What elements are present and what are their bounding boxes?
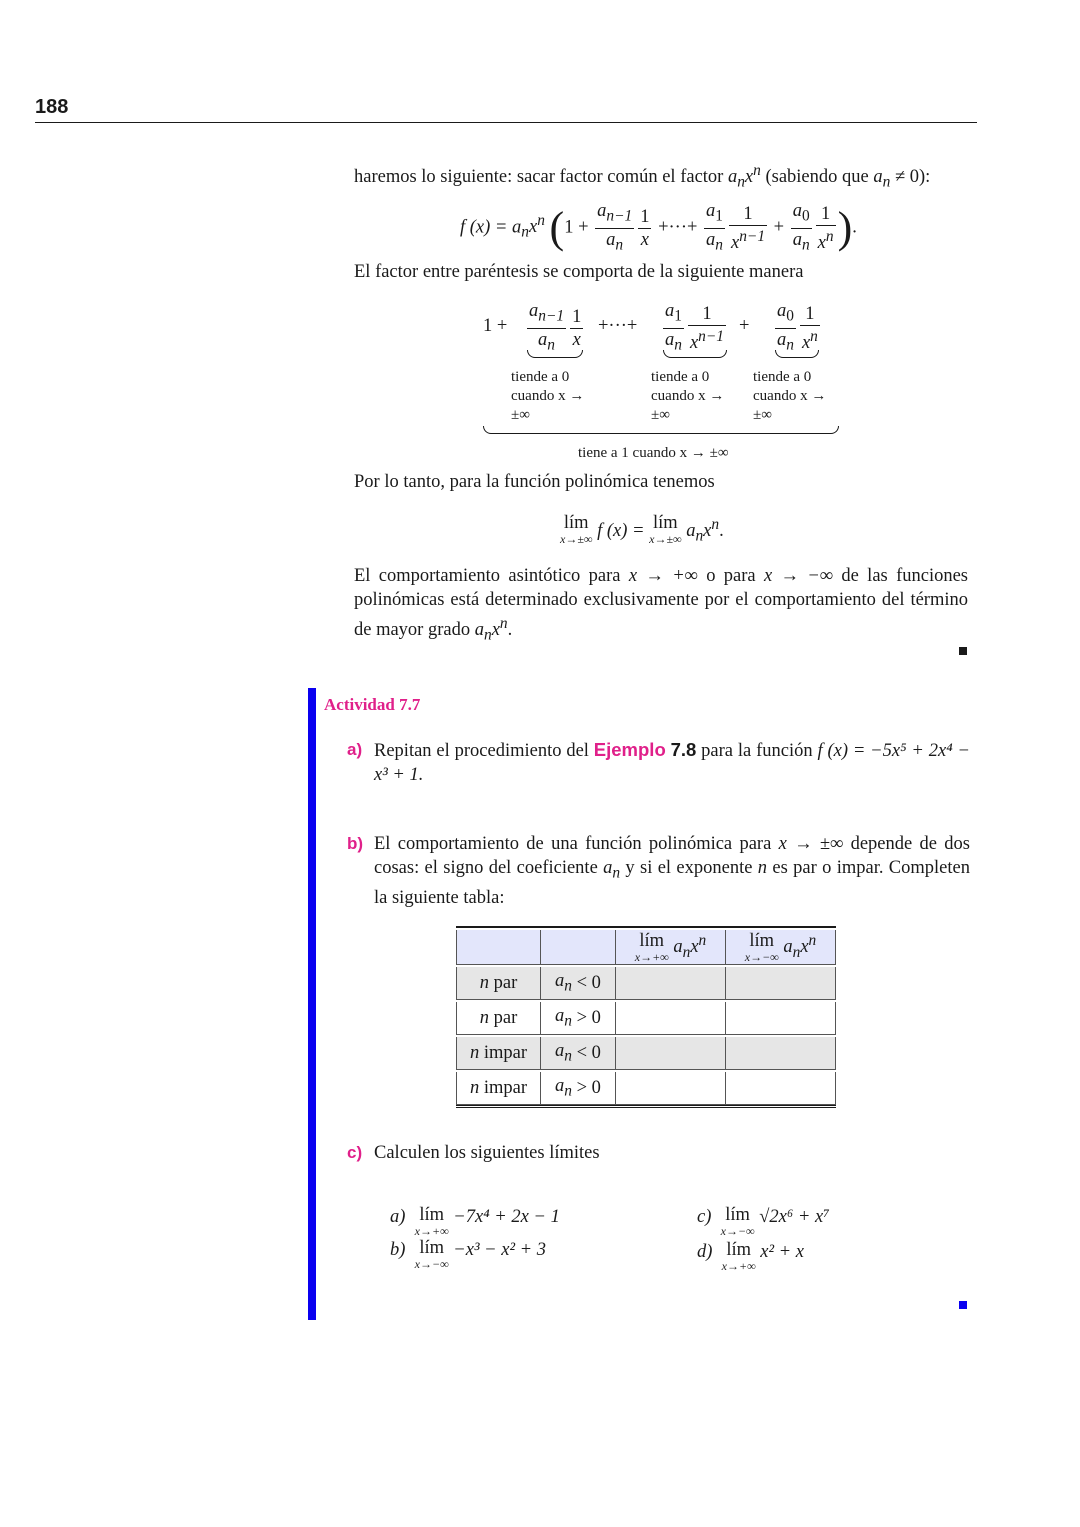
paragraph-factor: El factor entre paréntesis se comporta de la siguiente manera [354, 262, 804, 282]
activity-sidebar [308, 688, 316, 1320]
table-input-cell[interactable] [615, 1037, 725, 1069]
table-input-cell[interactable] [615, 1072, 725, 1104]
table-input-cell[interactable] [725, 1072, 836, 1104]
header-lim-minus-inf: lím x→−∞ $a_nx^n$ [725, 930, 836, 964]
equation-limit: lím x→±∞ f (x) = lím x→±∞ $a_nx^n$. [560, 513, 724, 546]
item-a-label: a) [347, 740, 363, 759]
brace-label-3: tiende a 0 cuando x → ±∞ [753, 369, 827, 423]
item-b-text: El comportamiento de una función polinómica para x → ±∞ depende de dos cosas: el signo del coeficiente $a_n$ y si el exponente n es par o impar. Completen la siguiente tabla: [374, 834, 970, 908]
table-row: n par $a_n$ < 0 [456, 967, 836, 1000]
equation-factorization: f $(x) = a_nx^n$ (1 + $\frac{a_{n-1}}{a_n}$ $\frac{1}{x}$ +···+ $\frac{a_1}{a_n}$ $\frac{1}{x^{n-1}}$ + $\frac{a_0}{a_n}$ $\frac{1}{x^n}$ ). [460, 201, 857, 254]
table-header-row [456, 930, 836, 965]
brace-label-1: tiende a 0 cuando x → ±∞ [511, 369, 585, 423]
table-input-cell[interactable] [615, 1002, 725, 1034]
paragraph-asymptotic: El comportamiento asintótico para x → +∞ o para x → −∞ de las funciones polinómicas está determinado exclusivamente por el comportamiento del término de mayor grado $a_nx^n$. [354, 566, 968, 644]
limit-c: c) lím x→−∞ √2x⁶ + x⁷ [697, 1205, 830, 1238]
end-of-activity-square [959, 1301, 967, 1309]
header-lim-plus-inf: lím x→+∞ $a_nx^n$ [615, 930, 725, 964]
limit-a: a) lím x→+∞ −7x⁴ + 2x − 1 [390, 1205, 560, 1238]
table-input-cell[interactable] [725, 1037, 836, 1069]
table-row: n impar $a_n$ > 0 [456, 1072, 836, 1105]
page-number: 188 [35, 96, 69, 118]
underbrace-overall [483, 426, 839, 434]
underbrace-2 [663, 350, 727, 358]
table-row: n par $a_n$ > 0 [456, 1002, 836, 1035]
paragraph-therefore: Por lo tanto, para la función polinómica tenemos [354, 472, 715, 492]
table-input-cell[interactable] [725, 1002, 836, 1034]
underbrace-3 [775, 350, 819, 358]
brace-label-2: tiende a 0 cuando x → ±∞ [651, 369, 725, 423]
behavior-table [456, 926, 836, 1108]
header-rule [35, 122, 977, 123]
limit-b: b) lím x→−∞ −x³ − x² + 3 [390, 1238, 546, 1271]
item-a-text: Repitan el procedimiento del Ejemplo 7.8 para la función f (x) = −5x⁵ + 2x⁴ − x³ + 1. [374, 739, 970, 785]
table-row: n impar $a_n$ < 0 [456, 1037, 836, 1070]
activity-title: Actividad 7.7 [324, 695, 421, 714]
underbrace-1 [527, 350, 583, 358]
table-input-cell[interactable] [615, 967, 725, 999]
item-c-label: c) [347, 1143, 363, 1162]
limit-d: d) lím x→+∞ x² + x [697, 1240, 804, 1273]
brace-overall-label: tiene a 1 cuando x → ±∞ [578, 445, 729, 461]
item-c-text: Calculen los siguientes límites [374, 1143, 600, 1163]
brace-equation: 1 + $\frac{a_{n-1}}{a_n}$ $\frac{1}{x}$ +···+ $\frac{a_1}{a_n}$ $\frac{1}{x^{n-1}}$ + $\frac{a_0}{a_n}$ $\frac{1}{x^n}$ tiende a 0 cuando x → ±∞ tiende a 0 cuando x → ±∞ tiende a 0 cuando x → ±∞ tiene a 1 cuando x → ±∞ [483, 300, 843, 465]
table-input-cell[interactable] [725, 967, 836, 999]
paragraph-intro: haremos lo siguiente: sacar factor común el factor $a_nx^n$ (sabiendo que $a_n \ne 0$): [354, 162, 931, 191]
item-b-label: b) [347, 834, 364, 853]
end-of-example-square [959, 647, 967, 655]
